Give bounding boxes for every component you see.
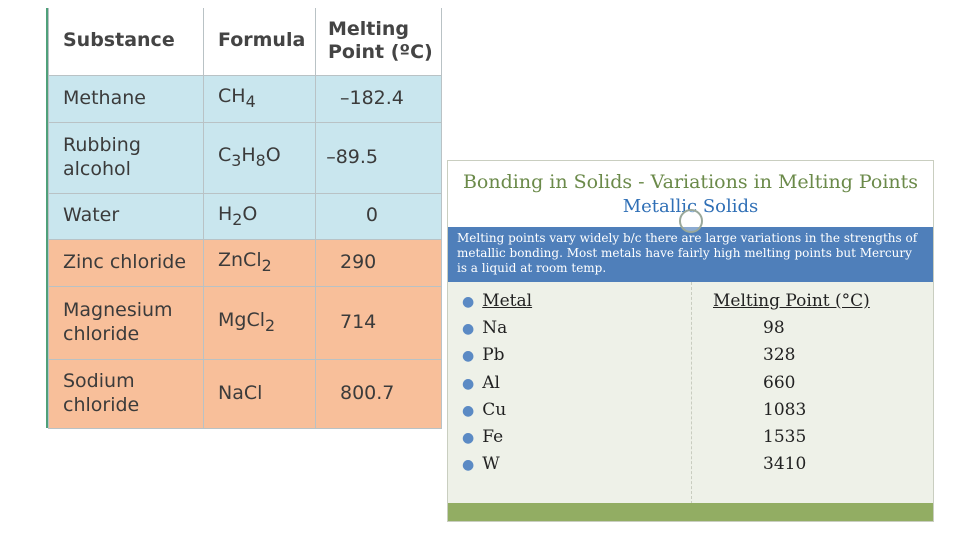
metal-melting-point: 1083 bbox=[763, 399, 807, 420]
list-item bbox=[462, 345, 532, 372]
table-grid bbox=[48, 8, 442, 429]
chemical-formula: ZnCl$_2$ bbox=[218, 249, 272, 275]
header-melting-point bbox=[316, 8, 442, 75]
substance-cell bbox=[49, 286, 204, 359]
substance-name-line: chloride bbox=[63, 322, 140, 345]
substance-cell bbox=[49, 75, 204, 122]
list-item bbox=[462, 291, 532, 318]
bullet-icon: ● bbox=[462, 429, 475, 446]
formula-cell bbox=[204, 239, 316, 286]
banner-line: Melting points vary widely b/c there are large variations in the strengths of bbox=[457, 231, 918, 245]
header-formula: Formula bbox=[204, 8, 316, 75]
metal-symbol: Al bbox=[482, 372, 500, 393]
banner-line: metallic bonding. Most metals have fairly high melting points but Mercury bbox=[457, 246, 912, 260]
table-row bbox=[49, 239, 442, 286]
melting-point-table bbox=[46, 8, 441, 428]
metal-symbol: Pb bbox=[482, 345, 505, 366]
chemical-formula: MgCl$_2$ bbox=[218, 309, 276, 335]
formula-cell bbox=[204, 286, 316, 359]
metal-melting-point: 1535 bbox=[763, 426, 807, 447]
footer-bar bbox=[448, 503, 933, 521]
metal-symbol: W bbox=[482, 454, 500, 475]
metal-symbol: Na bbox=[482, 318, 508, 339]
slide-subtitle: Metallic Solids bbox=[622, 196, 759, 217]
chemical-formula: $CH_4$ bbox=[218, 85, 256, 111]
metal-melting-point: 3410 bbox=[763, 454, 807, 475]
melting-point-header: Melting Point (°C) bbox=[713, 291, 870, 311]
substance-name-line: Rubbing bbox=[63, 133, 141, 156]
melting-point-list bbox=[713, 291, 870, 481]
column-divider bbox=[691, 282, 692, 504]
header-melting-line1: Melting bbox=[328, 17, 410, 40]
chemical-formula: $H_2O$ bbox=[218, 202, 258, 229]
header-substance: Substance bbox=[49, 8, 204, 75]
metal-symbol: Fe bbox=[482, 426, 504, 447]
substance-name-line: Methane bbox=[63, 86, 146, 109]
bullet-icon: ● bbox=[462, 402, 475, 419]
substance-name-line: Magnesium bbox=[63, 298, 173, 321]
bullet-icon: ● bbox=[462, 457, 475, 474]
substance-name-line: Zinc chloride bbox=[63, 250, 187, 273]
formula-cell bbox=[204, 122, 316, 193]
formula-cell bbox=[204, 193, 316, 239]
metal-melting-point: 660 bbox=[763, 372, 796, 393]
table-row bbox=[49, 359, 442, 428]
list-item bbox=[713, 291, 870, 318]
slide-title: Bonding in Solids - Variations in Melting Points bbox=[462, 171, 919, 193]
table-row bbox=[49, 122, 442, 193]
table-row bbox=[49, 286, 442, 359]
table-row bbox=[49, 75, 442, 122]
metal-melting-point: 98 bbox=[763, 318, 785, 339]
substance-name-line: alcohol bbox=[63, 157, 131, 180]
melting-point-cell: 290 bbox=[316, 239, 442, 286]
bullet-icon: ● bbox=[462, 348, 475, 365]
list-item bbox=[462, 318, 532, 345]
chemical-formula: NaCl bbox=[218, 381, 263, 404]
melting-point-cell: 714 bbox=[316, 286, 442, 359]
ring-icon bbox=[679, 209, 703, 233]
formula-cell bbox=[204, 359, 316, 428]
substance-cell bbox=[49, 359, 204, 428]
table-body bbox=[49, 75, 442, 428]
list-item bbox=[462, 373, 532, 400]
chemical-formula: $C_3H_8O$ bbox=[218, 144, 281, 170]
melting-point-cell: –89.5 bbox=[316, 122, 442, 193]
metal-symbol: Cu bbox=[482, 399, 507, 420]
metal-list bbox=[462, 291, 532, 481]
melting-point-cell: 800.7 bbox=[316, 359, 442, 428]
formula-cell bbox=[204, 75, 316, 122]
table-header-row bbox=[49, 8, 442, 75]
melting-point-cell: 0 bbox=[316, 193, 442, 239]
list-item bbox=[462, 400, 532, 427]
metallic-solids-slide bbox=[447, 160, 934, 522]
table-row bbox=[49, 193, 442, 239]
header-melting-line2: Point (ºC) bbox=[328, 41, 433, 64]
substance-name-line: Water bbox=[63, 204, 120, 227]
melting-point-cell: –182.4 bbox=[316, 75, 442, 122]
bullet-icon: ● bbox=[462, 375, 475, 392]
substance-cell bbox=[49, 239, 204, 286]
bullet-icon: ● bbox=[462, 294, 475, 310]
substance-name-line: Sodium bbox=[63, 369, 135, 392]
bullet-icon: ● bbox=[462, 321, 475, 338]
explanation-banner bbox=[448, 227, 933, 282]
substance-cell bbox=[49, 193, 204, 239]
metal-melting-point: 328 bbox=[763, 345, 796, 366]
list-item bbox=[462, 427, 532, 454]
substance-name-line: chloride bbox=[63, 393, 140, 416]
metal-header: Metal bbox=[482, 291, 533, 311]
substance-cell bbox=[49, 122, 204, 193]
list-item bbox=[462, 454, 532, 481]
banner-line: is a liquid at room temp. bbox=[457, 261, 607, 275]
